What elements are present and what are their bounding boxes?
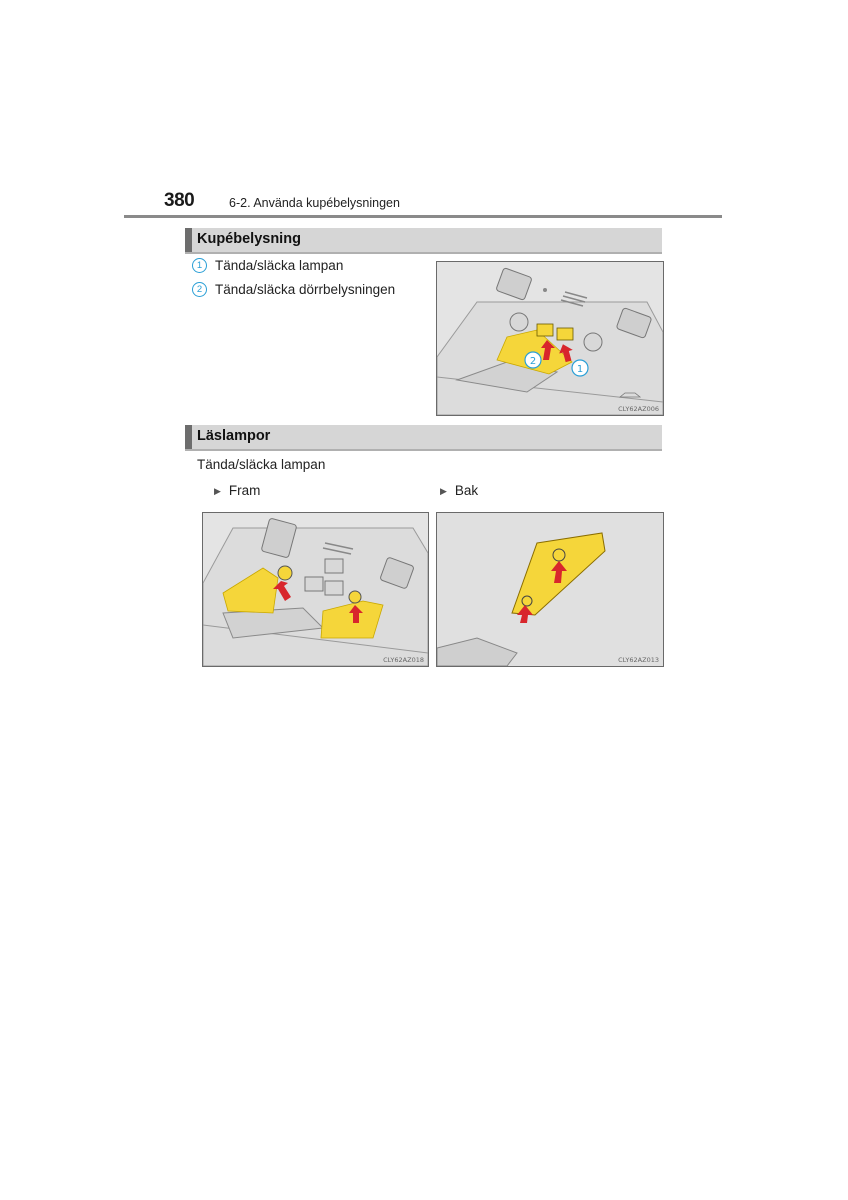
callout-number-2: 2 xyxy=(192,282,207,297)
sub-label-bak xyxy=(440,483,478,498)
list-item xyxy=(192,258,343,273)
figure-front-reading-lamps xyxy=(202,512,429,667)
figure-callout-2: 2 xyxy=(529,356,537,367)
section-title: Kupébelysning xyxy=(197,231,301,247)
front-reading-lamp-illustration xyxy=(203,513,428,666)
intro-text: Tända/släcka lampan xyxy=(197,457,326,472)
page-number: 380 xyxy=(164,190,195,211)
section-accent xyxy=(185,425,192,449)
chapter-title: 6-2. Använda kupébelysningen xyxy=(229,196,400,210)
interior-light-illustration xyxy=(437,262,663,415)
list-item-text: Tända/släcka dörrbelysningen xyxy=(215,282,396,297)
figure-code: CLY62AZ013 xyxy=(618,656,659,664)
rear-reading-lamp-illustration xyxy=(437,513,663,666)
list-item-text: Tända/släcka lampan xyxy=(215,258,344,273)
triangle-bullet-icon: ▶ xyxy=(214,486,221,496)
callout-number-1: 1 xyxy=(192,258,207,273)
sub-label-text: Bak xyxy=(454,483,479,498)
figure-callout-1: 1 xyxy=(576,364,584,375)
figure-code: CLY62AZ006 xyxy=(618,405,659,413)
list-item xyxy=(192,282,395,297)
section-bar-kupebelysning xyxy=(185,228,662,254)
triangle-bullet-icon: ▶ xyxy=(440,486,447,496)
figure-code: CLY62AZ018 xyxy=(383,656,424,664)
sub-label-text: Fram xyxy=(228,483,261,498)
figure-rear-reading-lamps xyxy=(436,512,664,667)
section-title: Läslampor xyxy=(197,428,271,444)
figure-interior-light xyxy=(436,261,664,416)
section-bar-laslampor xyxy=(185,425,662,451)
sub-label-fram xyxy=(214,483,260,498)
section-accent xyxy=(185,228,192,252)
header-rule xyxy=(124,215,722,218)
